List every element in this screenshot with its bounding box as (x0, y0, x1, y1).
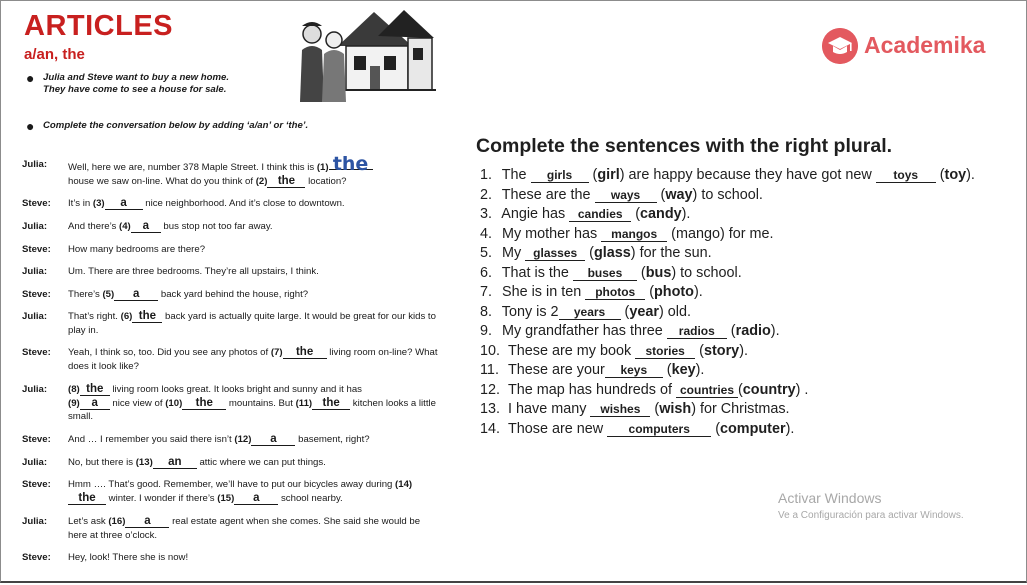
sentence-12: 12. The map has hundreds of countries (country) . (480, 381, 809, 398)
sentence-9: 9. My grandfather has three radios (radio). (480, 323, 780, 339)
plural-answer: radios (667, 325, 727, 339)
plural-answer: stories (635, 345, 695, 359)
plural-answer: ways (595, 189, 657, 203)
dialogue-text: It’s in (3) a nice neighborhood. And it’s close to downtown. (68, 197, 345, 209)
speaker-label: Julia: (22, 516, 48, 527)
speaker-label: Steve: (22, 289, 51, 300)
graduation-cap-icon (822, 28, 858, 64)
answer-blank-16: a (125, 516, 169, 528)
speaker-label: Steve: (22, 434, 51, 445)
dialogue-text: How many bedrooms are there? (68, 244, 206, 255)
logo-text: Academika (864, 32, 986, 58)
dialogue-text: No, but there is (13) an attic where we can put things. (68, 456, 326, 468)
plural-answer: years (559, 306, 621, 320)
speaker-label: Steve: (22, 479, 51, 490)
bullet-icon: ● (26, 118, 35, 134)
sentence-14: 14. Those are new computers (computer). (480, 420, 795, 437)
sentence-3: 3. Angie has candies (candy). (480, 206, 691, 222)
dialogue-text: That’s right. (6) the back yard is actually quite large. It would be great for our kids to play in. (68, 310, 436, 336)
sentence-4: 4. My mother has mangos (mango) for me. (480, 225, 774, 242)
answer-blank-10: the (182, 398, 226, 410)
answer-blank-7: the (283, 347, 327, 359)
watermark-title: Activar Windows (778, 490, 882, 506)
speaker-label: Julia: (22, 311, 48, 322)
plural-answer: countries (676, 384, 738, 398)
plural-answer: computers (607, 423, 711, 437)
sentence-7: 7. She is in ten photos (photo). (480, 284, 703, 300)
dialogue-text: Um. There are three bedrooms. They’re all upstairs, I think. (68, 266, 319, 277)
plural-answer: toys (876, 169, 936, 183)
answer-blank-1: the (329, 158, 373, 170)
answer-blank-12: a (251, 434, 295, 446)
sentence-6: 6. That is the buses (bus) to school. (480, 264, 742, 281)
dialogue-text: Yeah, I think so, too. Did you see any photos of (7) the living room on-line? What does it look like? (68, 346, 438, 372)
answer-blank-5: a (114, 289, 158, 301)
sentence-8: 8. Tony is 2 years (year) old. (480, 303, 691, 320)
speaker-label: Julia: (22, 266, 48, 277)
answer-blank-4: a (131, 221, 161, 233)
sentence-11: 11. These are your keys (key). (480, 362, 705, 378)
speaker-label: Julia: (22, 384, 48, 395)
worksheet-instruction: Complete the conversation below by adding ‘a/an’ or ‘the’. (43, 120, 309, 131)
sentence-13: 13. I have many wishes (wish) for Christmas. (480, 401, 790, 417)
answer-blank-6: the (132, 311, 162, 323)
answer-blank-3: a (105, 198, 143, 210)
dialogue-text: And … I remember you said there isn’t (12) a basement, right? (68, 433, 370, 445)
dialogue-text: Let’s ask (16) a real estate agent when she comes. She said she would be here at three o’clock. (68, 515, 421, 541)
speaker-label: Steve: (22, 347, 51, 358)
house-illustration-icon (294, 6, 436, 102)
speaker-label: Steve: (22, 552, 51, 563)
speaker-label: Julia: (22, 159, 48, 170)
plural-answer: mangos (601, 228, 667, 242)
dialogue-text: Hey, look! There she is now! (68, 552, 189, 563)
plural-answer: wishes (590, 403, 650, 417)
sentence-1: 1. The girls (girl) are happy because they have got new toys (toy). (480, 167, 975, 183)
dialogue-text: There’s (5) a back yard behind the house, right? (68, 288, 309, 300)
plural-answer: glasses (525, 247, 585, 261)
dialogue-text: (8) the living room looks great. It looks bright and sunny and it has (9) a nice view of (10) the mountains. But (11) the kitchen looks a little small. (68, 383, 436, 422)
answer-blank-8: the (80, 384, 110, 396)
answer-blank-9: a (80, 398, 110, 410)
plural-answer: photos (585, 286, 645, 300)
articles-worksheet (0, 0, 450, 585)
worksheet-subtitle: a/an, the (24, 46, 85, 63)
dialogue-text: Hmm …. That’s good. Remember, we’ll have to put our bicycles away during (14)the winter. I wonder if there’s (15) a school nearby. (68, 479, 413, 504)
speaker-label: Julia: (22, 457, 48, 468)
plural-answer: buses (573, 267, 637, 281)
sentence-2: 2. These are the ways (way) to school. (480, 186, 763, 203)
plural-answer: keys (605, 364, 663, 378)
watermark-subtitle: Ve a Configuración para activar Windows. (778, 510, 964, 521)
plural-answer: girls (531, 169, 589, 183)
answer-blank-15: a (234, 493, 278, 505)
bullet-icon: ● (26, 70, 35, 86)
worksheet-title: ARTICLES (24, 10, 173, 42)
worksheet-intro: Julia and Steve want to buy a new home. They have come to see a house for sale. (43, 72, 230, 95)
windows-activation-watermark (778, 490, 964, 521)
speaker-label: Julia: (22, 221, 48, 232)
dialogue-text: And there’s (4) a bus stop not too far away. (68, 220, 273, 232)
plural-answer: candies (569, 208, 631, 222)
dialogue-text: Well, here we are, number 378 Maple Street. I think this is (1) the house we saw on-line. What do you think of (2) the location? (68, 158, 440, 188)
answer-blank-2: the (267, 176, 305, 188)
answer-blank-14: the (68, 493, 106, 505)
sentence-5: 5. My glasses (glass) for the sun. (480, 245, 712, 261)
answer-blank-11: the (312, 398, 350, 410)
answer-blank-13: an (153, 457, 197, 469)
speaker-label: Steve: (22, 244, 51, 255)
speaker-label: Steve: (22, 198, 51, 209)
sentence-10: 10. These are my book stories (story). (480, 342, 748, 359)
exercise-heading: Complete the sentences with the right plural. (476, 135, 893, 157)
